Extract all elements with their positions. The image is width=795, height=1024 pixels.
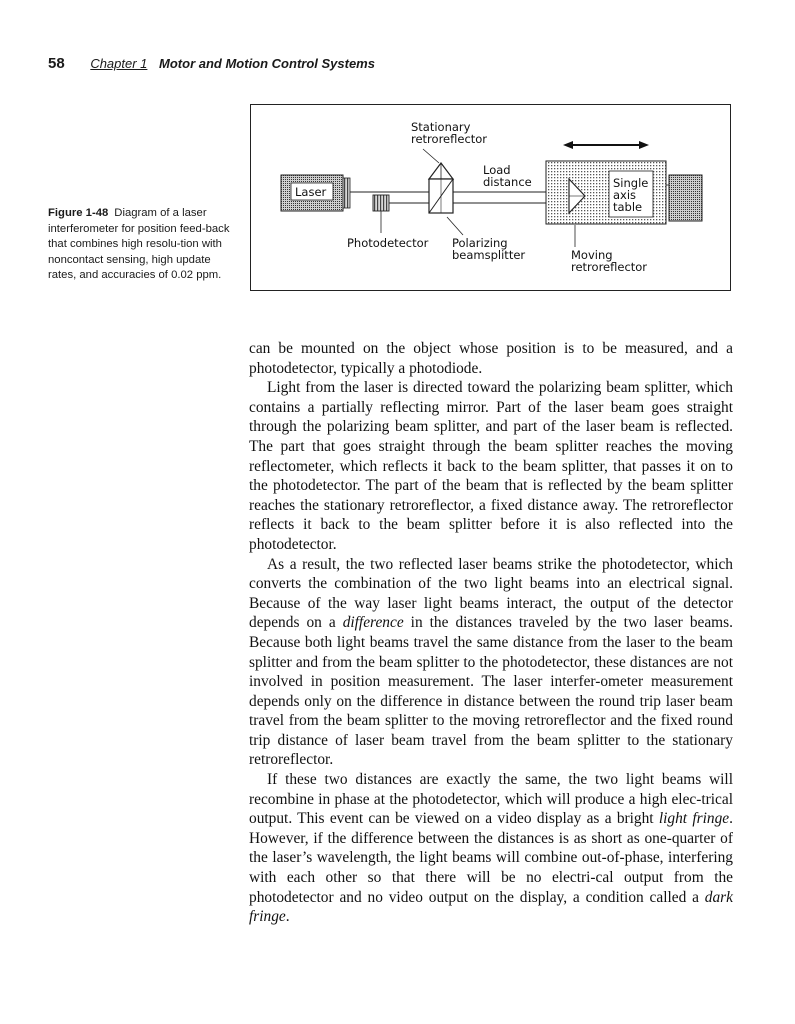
paragraph-3-part-b: in the distances traveled by the two laser beams. Because both light beams travel the same distance from the laser to the beam splitter and from the beam splitter to the photodetector, these distances are not involved in position measurement. The laser interfer-ometer measurement depends only on the difference in distance between the round trip laser beam travel from the beam splitter to the moving retroreflector and the fixed round trip distance of laser beam travel from the beam splitter to the stationary retroreflector. — [249, 614, 733, 769]
pointer-stationary — [423, 149, 439, 163]
paragraph-1: can be mounted on the object whose position is to be measured, and a photodetector, typically a photodiode. — [249, 340, 733, 377]
paragraph-3-part-a: As a result, the two reflected laser beams strike the photodetector, which converts the combination of the two light beams into an electrical signal. Because of the way laser light beams interact, the output of the detector depends on a — [249, 555, 733, 632]
chapter-title: Motor and Motion Control Systems — [159, 56, 375, 71]
label-polarizing-1: Polarizing — [452, 236, 508, 250]
label-single-3: table — [613, 200, 643, 214]
label-single-2: axis — [613, 188, 637, 202]
paragraph-4 — [249, 770, 733, 927]
body-text — [249, 339, 733, 927]
paragraph-4-part-a: If these two distances are exactly the same, the two light beams will recombine in phase at the photodetector, which will produce a high elec-trical output. This event can be viewed on a video display as a bright — [249, 771, 733, 828]
label-laser: Laser — [295, 185, 327, 199]
paragraph-2: Light from the laser is directed toward the polarizing beam splitter, which contains a partially reflecting mirror. Part of the laser beam goes straight through the polarizing beam splitter, and part of the laser beam is reflected. The part that goes straight through the beam splitter reaches the moving reflectometer, which reflects it back to the beam splitter, that passes it on to the photodetector. The part of the beam that is reflected by the beam splitter reaches the stationary retroreflector, a fixed distance away. The retroreflector reflects it back to the beam splitter before it is also reflected into the photodetector. — [249, 379, 733, 553]
stationary-retroreflector — [429, 163, 453, 179]
label-moving-2: retroreflector — [571, 260, 648, 274]
polarizing-beamsplitter — [429, 179, 453, 213]
figure-caption-text: Diagram of a laser interferometer for position feed-back that combines high resolu-tion with noncontact sensing, high update rates, and accuracies of 0.02 ppm. — [48, 207, 230, 281]
figure-caption-label: Figure 1-48 — [48, 207, 109, 219]
paragraph-4-part-c: . — [285, 908, 290, 926]
figure-caption — [48, 206, 238, 284]
label-stationary-1: Stationary — [411, 120, 471, 134]
page-number: 58 — [48, 55, 65, 72]
running-header — [48, 55, 375, 72]
diagram-drawing — [251, 105, 732, 292]
emphasis-light-fringe: light fringe — [658, 810, 730, 828]
motion-arrow — [563, 141, 649, 149]
paragraph-3 — [249, 555, 733, 771]
emphasis-difference: difference — [342, 614, 404, 632]
label-photodetector: Photodetector — [347, 236, 429, 250]
paragraph-4-part-b: . However, if the difference between the distances is as short as one-quarter of the laser’s wavelength, the light beams will combine out-of-phase, interfering with each other so that there will be no electri-cal output from the photodetector and no video output on the display, a condition called a — [249, 810, 733, 906]
interferometer-diagram — [250, 104, 731, 291]
label-moving-1: Moving — [571, 248, 613, 262]
label-load-1: Load — [483, 163, 511, 177]
label-single-1: Single — [613, 176, 649, 190]
chapter-label: Chapter 1 — [90, 56, 148, 71]
emphasis-dark-fringe: dark fringe — [249, 888, 733, 926]
label-polarizing-2: beamsplitter — [452, 248, 526, 262]
label-stationary-2: retroreflector — [411, 132, 488, 146]
label-load-2: distance — [483, 175, 532, 189]
pointer-beamsplitter — [447, 217, 463, 235]
photodetector — [373, 195, 389, 233]
